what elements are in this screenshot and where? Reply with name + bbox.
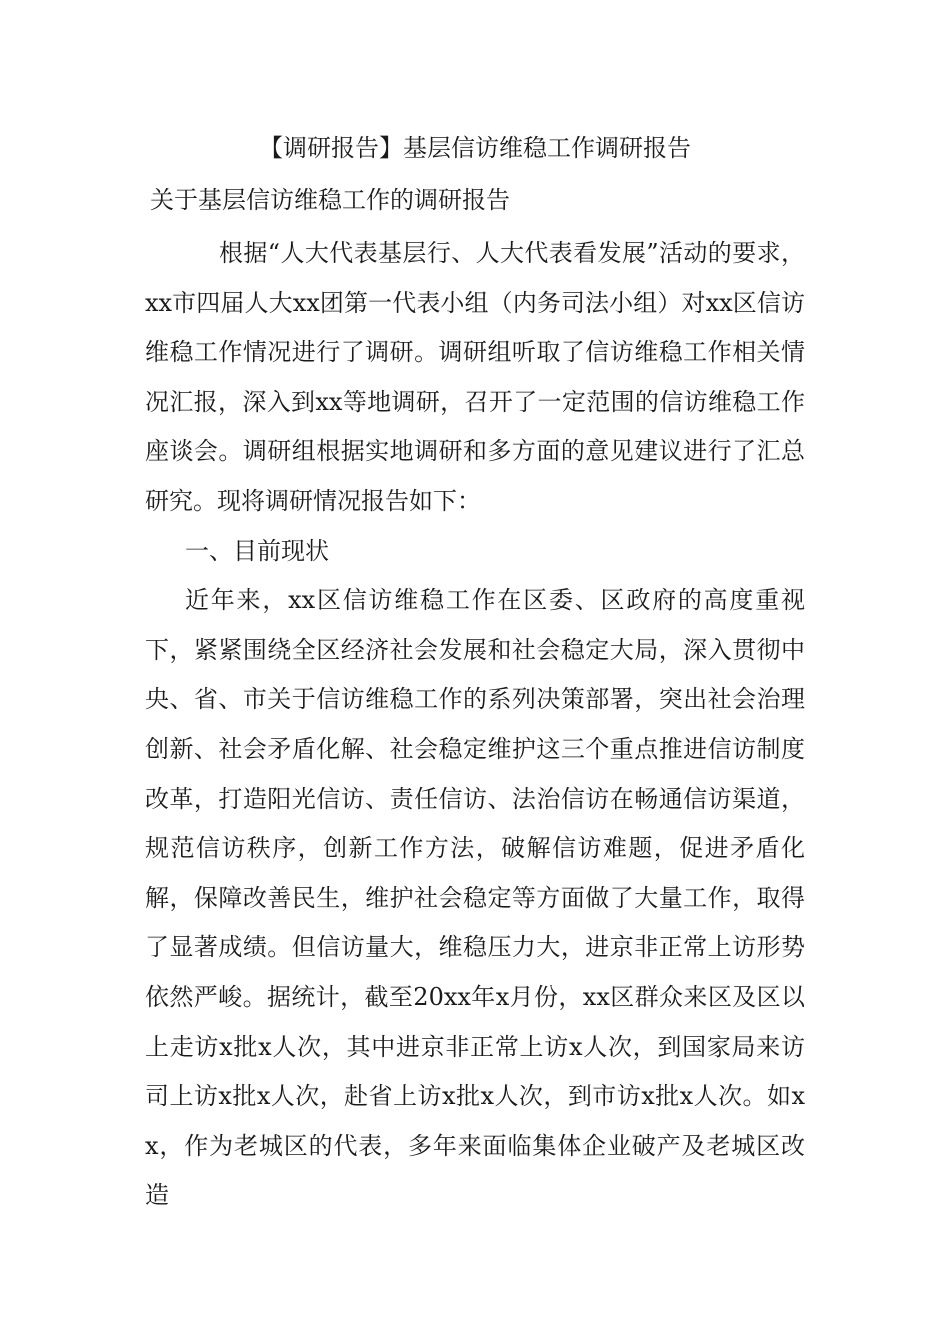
section-heading: 一、目前现状 [185, 536, 329, 565]
document-title: 【调研报告】基层信访维稳工作调研报告 [259, 134, 691, 162]
intro-paragraph: 根据“人大代表基层行、人大代表看发展”活动的要求，xx市四届人大xx团第一代表小组（内务司法小组）对xx区信访维稳工作情况进行了调研。调研组听取了信访维稳工作相关情况汇报，深入到xx等地调研，召开了一定范围的信访维稳工作座谈会。调研组根据实地调研和多方面的意见建议进行了汇总研究。现将调研情况报告如下： [145, 239, 805, 515]
document-subtitle: 关于基层信访维稳工作的调研报告 [150, 186, 510, 214]
section-body-paragraph: 近年来，xx区信访维稳工作在区委、区政府的高度重视下，紧紧围绕全区经济社会发展和社会稳定大局，深入贯彻中央、省、市关于信访维稳工作的系列决策部署，突出社会治理创新、社会矛盾化解、社会稳定维护这三个重点推进信访制度改革，打造阳光信访、责任信访、法治信访在畅通信访渠道，规范信访秩序，创新工作方法，破解信访难题，促进矛盾化解，保障改善民生，维护社会稳定等方面做了大量工作，取得了显著成绩。但信访量大，维稳压力大，进京非正常上访形势依然严峻。据统计，截至20xx年x月份，xx区群众来区及区以上走访x批x人次，其中进京非正常上访x人次，到国家局来访司上访x批x人次，赴省上访x批x人次，到市访x批x人次。如xx，作为老城区的代表，多年来面临集体企业破产及老城区改造 [145, 586, 805, 1210]
document-body [145, 229, 805, 1221]
